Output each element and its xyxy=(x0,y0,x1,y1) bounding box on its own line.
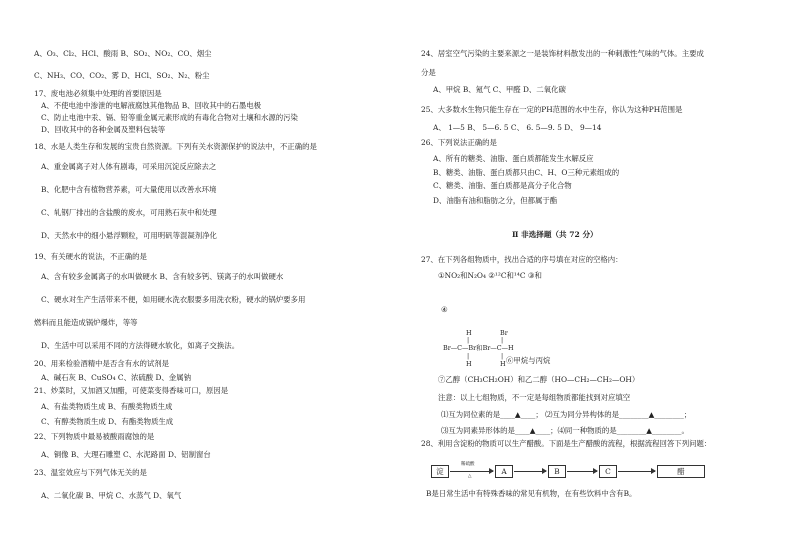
left-line: A、含有较多金属离子的水叫做硬水 B、含有较多钙、镁离子的水叫做硬水 xyxy=(41,272,284,281)
right-line: B是日常生活中有特殊香味的常见有机物，在有些饮料中含有B。 xyxy=(426,489,637,498)
left-line: C、有醇类物质生成 D、有酯类物质生成 xyxy=(41,417,174,426)
left-line: D、回收其中的各种金属及塑料包装等 xyxy=(41,125,166,134)
left-line: 18、水是人类生存和发展的宝贵自然资源。下列有关水资源保护的说法中，不正确的是 xyxy=(34,142,317,151)
flow-condition: 稀硫酸 xyxy=(461,462,475,467)
left-line: D、生活中可以采用不同的方法得硬水软化，如离子交换法。 xyxy=(41,341,240,350)
left-line: 22、下列物质中最易被酸雨腐蚀的是 xyxy=(34,432,155,441)
struct-bond: | xyxy=(467,336,470,344)
flow-box-a: A xyxy=(495,465,513,478)
left-line: A、重金属离子对人体有剧毒，可采用沉淀反应除去之 xyxy=(41,162,217,171)
left-line: A、有盐类物质生成 B、有酸类物质生成 xyxy=(41,402,173,411)
struct-top-br: Br xyxy=(500,329,508,337)
left-line: A、二氧化碳 B、甲烷 C、水蒸气 D、氧气 xyxy=(41,491,182,500)
flow-box-b: B xyxy=(548,465,566,478)
right-line: 26、下列说法正确的是 xyxy=(421,138,497,147)
struct-bottom-h: H xyxy=(500,360,506,368)
left-line: A、碱石灰 B、CuSO₄ C、浓硫酸 D、金属钠 xyxy=(41,373,191,382)
flow-chart xyxy=(431,462,751,484)
right-line: ④ xyxy=(441,305,448,314)
right-line: C、糖类、油脂、蛋白质都是高分子化合物 xyxy=(433,181,572,190)
left-line: C、NH₃、CO、CO₂、雾 D、HCl、SO₂、N₂、粉尘 xyxy=(34,71,210,80)
left-line: 20、用来检验酒精中是否含有水的试剂是 xyxy=(34,359,170,368)
left-line: C、轧钢厂排出的含盐酸的废水，可用熟石灰中和处理 xyxy=(41,208,217,217)
right-line: 28、利用含淀粉的物质可以生产醋酸。下面是生产醋酸的流程，根据流程回答下列问题： xyxy=(421,439,712,448)
flow-arrow xyxy=(450,471,493,472)
left-line: C、防止电池中汞、镉、铅等重金属元素形成的有毒化合物对土壤和水源的污染 xyxy=(41,113,298,122)
right-line: A、 1—5 B、 5—6. 5 C、 6. 5—9. 5 D、 9—14 xyxy=(433,123,602,132)
struct-bottom-h: H xyxy=(466,360,472,368)
flow-box-c: C xyxy=(599,465,617,478)
right-line: ⑴互为同位素的是____▲____； ⑵互为同分异构体的是________▲________； xyxy=(441,410,692,419)
flow-arrow xyxy=(618,471,655,472)
struct-top-h: H xyxy=(466,329,472,337)
left-line: C、硬水对生产生活带来不便，如用硬水洗衣服要多用洗衣粉，硬水的锅炉要多用 xyxy=(41,295,306,304)
right-line: 分是 xyxy=(421,68,436,77)
left-line: A、O₃、Cl₂、HCl、酸雨 B、SO₂、NO₂、CO、烟尘 xyxy=(34,49,212,58)
left-line: A、铜像 B、大理石雕塑 C、水泥路面 D、铝制窗台 xyxy=(41,450,211,459)
left-line: 21、炒菜时，又加酒又加醋，可使菜变得香味可口，原因是 xyxy=(34,386,229,395)
right-line: ⑶互为同素异形体的是____▲____；⑷同一种物质的是________▲________。 xyxy=(441,426,689,435)
right-line: 25、大多数水生物只能生存在一定的PH范围的水中生存，你认为这种PH范围是 xyxy=(421,105,683,114)
left-line: 19、有关硬水的说法，不正确的是 xyxy=(34,252,147,261)
left-line: B、化肥中含有植物营养素，可大量使用以改善水环境 xyxy=(41,185,217,194)
left-line: D、天然水中的细小悬浮颗粒，可用明矾等混凝剂净化 xyxy=(41,231,217,240)
struct-middle: Br—C—Br和Br—C—H xyxy=(443,344,514,352)
right-line: ⑦乙醇（CH₃CH₂OH）和乙二醇（HO—CH₂—CH₂—OH） xyxy=(438,375,640,384)
flow-condition-heat: △ xyxy=(468,474,472,479)
struct-bond: | xyxy=(467,352,470,360)
right-line: D、油脂有油和脂肪之分，但都属于酯 xyxy=(433,196,558,205)
right-line: A、甲烷 B、氪气 C、甲醛 D、二氧化碳 xyxy=(433,85,566,94)
flow-arrow xyxy=(567,471,597,472)
left-line: 17、废电池必须集中处理的首要原因是 xyxy=(34,89,162,98)
struct-bond: | xyxy=(501,336,504,344)
flow-box-vinegar: 醋 xyxy=(657,465,705,478)
right-line: ⑥甲烷与丙烷 xyxy=(506,356,551,365)
flow-arrow xyxy=(514,471,546,472)
left-line: A、不使电池中渗泄的电解液腐蚀其他物品 B、回收其中的石墨电极 xyxy=(41,101,262,110)
right-line: 注意：以上七组物质，不一定是每组物质都能找到对应填空 xyxy=(438,393,631,402)
right-line: ①NO₂和N₂O₄ ②¹²C和¹⁴C ③和 xyxy=(438,271,542,280)
left-line: 燃料而且能造成锅炉爆炸，等等 xyxy=(34,318,138,327)
right-line: 24、居室空气污染的主要来源之一是装饰材料散发出的一种刺激性气味的气体。主要成 xyxy=(421,49,704,58)
right-line: B、糖类、油脂、蛋白质都只由C、H、O三种元素组成的 xyxy=(433,168,620,177)
section-title: Ⅱ 非选择题（共 72 分） xyxy=(512,230,598,239)
left-line: 23、温室效应与下列气体无关的是 xyxy=(34,468,147,477)
right-line: A、所有的糖类、油脂、蛋白质都能发生水解反应 xyxy=(433,154,594,163)
right-line: 27、在下列各组物质中，找出合适的序号填在对应的空格内： xyxy=(421,255,623,264)
struct-bond: | xyxy=(501,352,504,360)
flow-box-starch: 淀 xyxy=(431,465,449,478)
